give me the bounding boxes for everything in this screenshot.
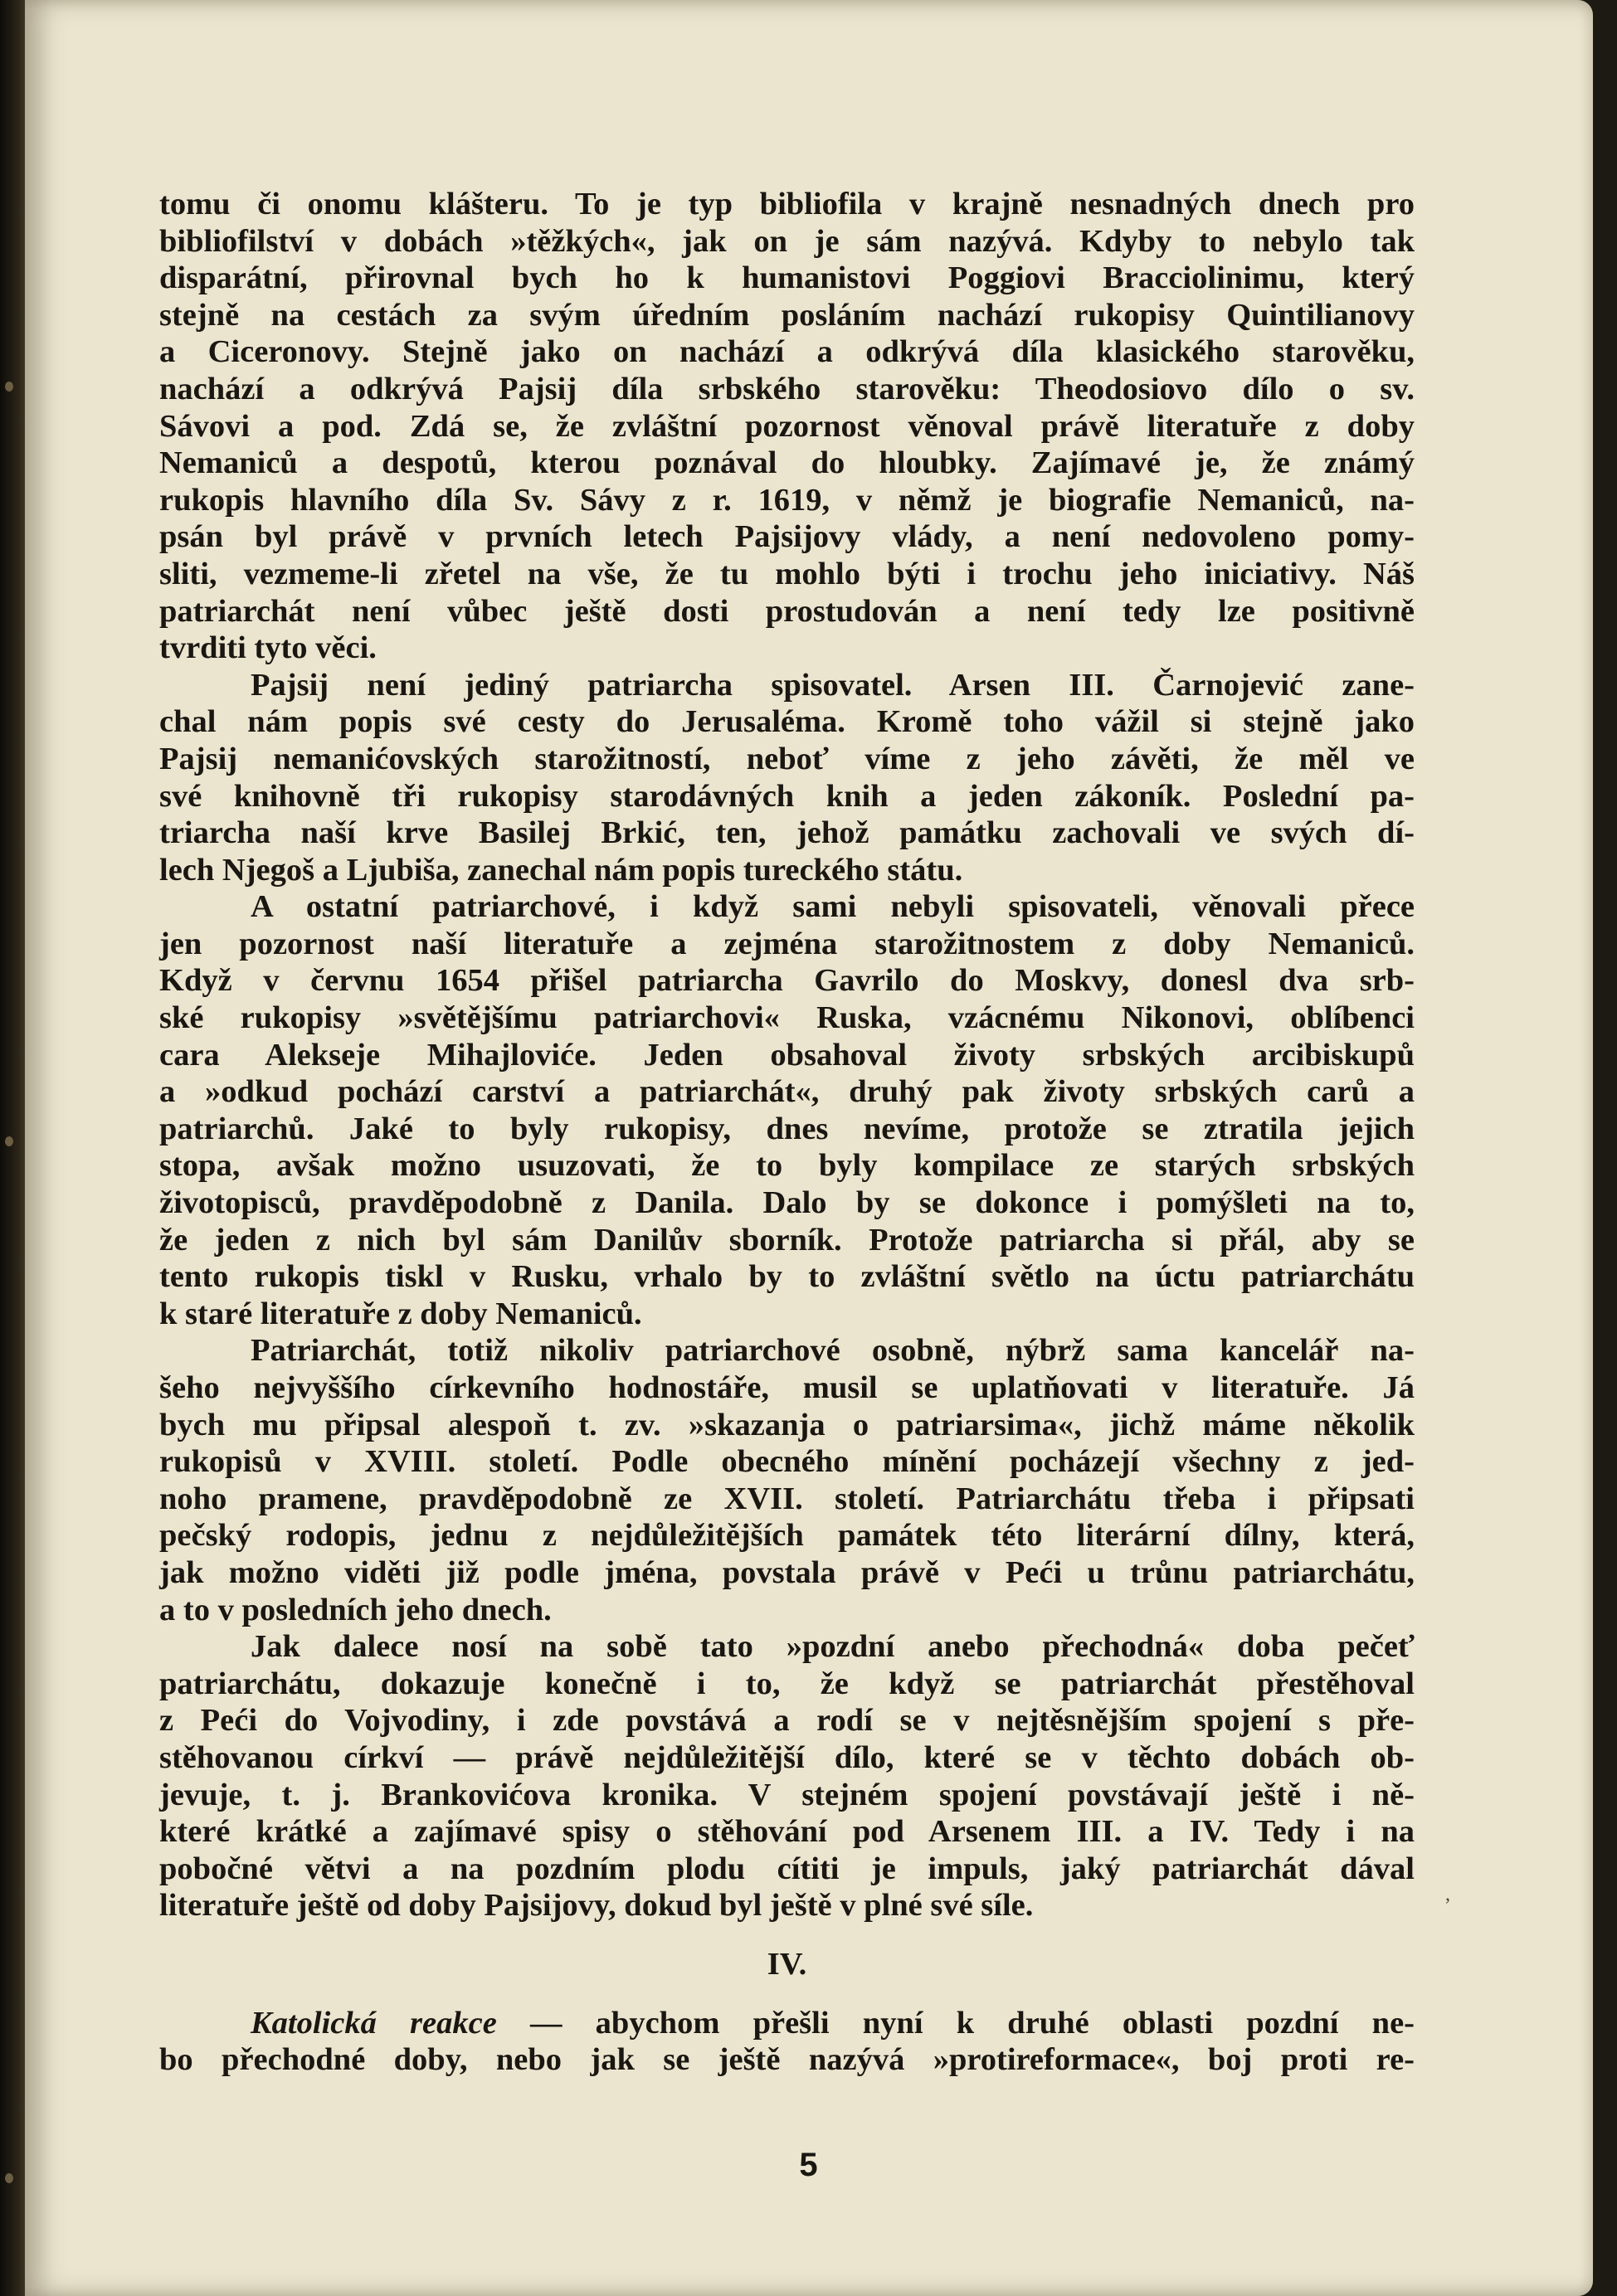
text-line: že jeden z nich byl sám Danilův sborník. Protože patriarcha si přál, aby se (159, 1222, 1415, 1257)
text-line: triarcha naší krve Basilej Brkić, ten, jehož památku zachovali ve svých dí- (159, 815, 1415, 851)
text-line: Nemaniců a despotů, kterou poznával do hloubky. Zajímavé je, že známý (159, 445, 1415, 481)
text-line: rukopisů v XVIII. století. Podle obecného mínění pocházejí všechny z jed- (159, 1444, 1415, 1480)
text-line: patriarchátu, dokazuje konečně i to, že když se patriarchát přestěhoval (159, 1666, 1415, 1701)
text-line: tvrditi tyto věci. (159, 630, 377, 666)
text-line: své knihovně tři rukopisy starodávných knih a jeden zákoník. Poslední pa- (159, 778, 1415, 814)
text-line: chal nám popis své cesty do Jerusaléma. Kromě toho vážil si stejně jako (159, 704, 1415, 740)
text-line: z Peći do Vojvodiny, i zde povstává a rodí se v nejtěsnějším spojení s pře- (159, 1703, 1415, 1739)
text-line: bo přechodné doby, nebo jak se ještě nazývá »protireformace«, boj proti re- (159, 2042, 1415, 2078)
text-line: a »odkud pochází carství a patriarchát«, druhý pak životy srbských carů a (159, 1074, 1415, 1110)
text-line: lech Njegoš a Ljubiša, zanechal nám popis tureckého státu. (159, 852, 963, 888)
text-line: patriarchů. Jaké to byly rukopisy, dnes nevíme, protože se ztratila jejich (159, 1111, 1415, 1146)
text-line: tomu či onomu klášteru. To je typ bibliofila v krajně nesnadných dnech pro (159, 187, 1415, 221)
text-line: životopisců, pravděpodobně z Danila. Dalo by se dokonce i pomýšleti na to, (159, 1185, 1415, 1221)
text-line: k staré literatuře z doby Nemaniců. (159, 1296, 642, 1331)
page-number: 5 (799, 2147, 818, 2183)
text-line: šeho nejvyššího církevního hodnostáře, musil se uplatňovati v literatuře. Já (159, 1370, 1415, 1405)
section-heading: IV. (767, 1946, 807, 1982)
text-line: Pajsij není jediný patriarcha spisovatel. Arsen III. Čarnojević zane- (251, 667, 1415, 703)
text-line: nachází a odkrývá Pajsij díla srbského starověku: Theodosiovo dílo o sv. (159, 371, 1415, 406)
text-line: Pajsij nemanićovských starožitností, neboť víme z jeho závěti, že měl ve (159, 741, 1415, 776)
text-line: pečský rodopis, jednu z nejdůležitějších památek této literární dílny, která, (159, 1518, 1415, 1554)
body-text (159, 186, 1415, 2079)
text-line: které krátké a zajímavé spisy o stěhování pod Arsenem III. a IV. Tedy i na (159, 1814, 1415, 1850)
text-line: stěhovanou církví — právě nejdůležitější dílo, které se v těchto dobách ob- (159, 1739, 1415, 1775)
text-line: ské rukopisy »světějšímu patriarchovi« Ruska, vzácnému Nikonovi, oblíbenci (159, 1000, 1415, 1036)
text-line: rukopis hlavního díla Sv. Sávy z r. 1619, v němž je biografie Nemaniců, na- (159, 482, 1415, 518)
binding-stitch (5, 1136, 13, 1146)
text-line: literatuře ještě od doby Pajsijovy, dokud byl ještě v plné své síle. (159, 1888, 1034, 1924)
text-line: A ostatní patriarchové, i když sami nebyli spisovateli, věnovali přece (251, 889, 1415, 925)
text-line: pobočné větvi a na pozdním plodu cítiti je impuls, jaký patriarchát dával (159, 1851, 1415, 1886)
text-line: stopa, avšak možno usuzovati, že to byly kompilace ze starých srbských (159, 1148, 1415, 1184)
text-line: Jak dalece nosí na sobě tato »pozdní anebo přechodná« doba pečeť (251, 1629, 1415, 1665)
margin-speck: , (1445, 1884, 1450, 1905)
text-line: sliti, vezmeme-li zřetel na vše, že tu mohlo býti i trochu jeho iniciativy. Náš (159, 556, 1415, 591)
text-line: psán byl právě v prvních letech Pajsijovy vlády, a není nedovoleno pomy- (159, 519, 1415, 555)
binding-stitch (5, 382, 13, 392)
text-line: Když v červnu 1654 přišel patriarcha Gavrilo do Moskvy, donesl dva srb- (159, 963, 1415, 999)
text-line: jen pozornost naší literatuře a zejména starožitnostem z doby Nemaniců. (159, 926, 1415, 961)
text-line: a Ciceronovy. Stejně jako on nachází a odkrývá díla klasického starověku, (159, 334, 1415, 370)
text-line: bibliofilství v dobách »těžkých«, jak on je sám nazývá. Kdyby to nebylo tak (159, 223, 1415, 259)
italic-term: Katolická reakce (251, 2005, 497, 2041)
text-run: — abychom přešli nyní k druhé oblasti pozdní ne- (496, 2005, 1415, 2041)
text-line: disparátní, přirovnal bych ho k humanistovi Poggiovi Bracciolinimu, který (159, 260, 1415, 296)
text-line: stejně na cestách za svým úředním posláním nachází rukopisy Quintilianovy (159, 297, 1415, 333)
text-line: patriarchát není vůbec ještě dosti prostudován a není tedy lze positivně (159, 593, 1415, 629)
text-line: noho pramene, pravděpodobně ze XVII. století. Patriarchátu třeba i připsati (159, 1481, 1415, 1516)
text-line: bych mu připsal alespoň t. zv. »skazanja o patriarsima«, jichž máme několik (159, 1407, 1415, 1442)
text-line: cara Alekseje Mihajloviće. Jeden obsahoval životy srbských arcibiskupů (159, 1037, 1415, 1073)
text-line: Sávovi a pod. Zdá se, že zvláštní pozornost věnoval právě literatuře z doby (159, 408, 1415, 444)
text-line: jevuje, t. j. Brankovićova kronika. V stejném spojení povstávají ještě i ně- (159, 1777, 1415, 1812)
text-line (159, 2005, 1415, 2042)
text-line: tento rukopis tiskl v Rusku, vrhalo by to zvláštní světlo na úctu patriarchátu (159, 1259, 1415, 1295)
text-line: a to v posledních jeho dnech. (159, 1592, 552, 1627)
text-line: jak možno viděti již podle jména, povstala právě v Peći u trůnu patriarchátu, (159, 1554, 1415, 1590)
text-line: Patriarchát, totiž nikoliv patriarchové osobně, nýbrž sama kancelář na- (251, 1333, 1415, 1369)
